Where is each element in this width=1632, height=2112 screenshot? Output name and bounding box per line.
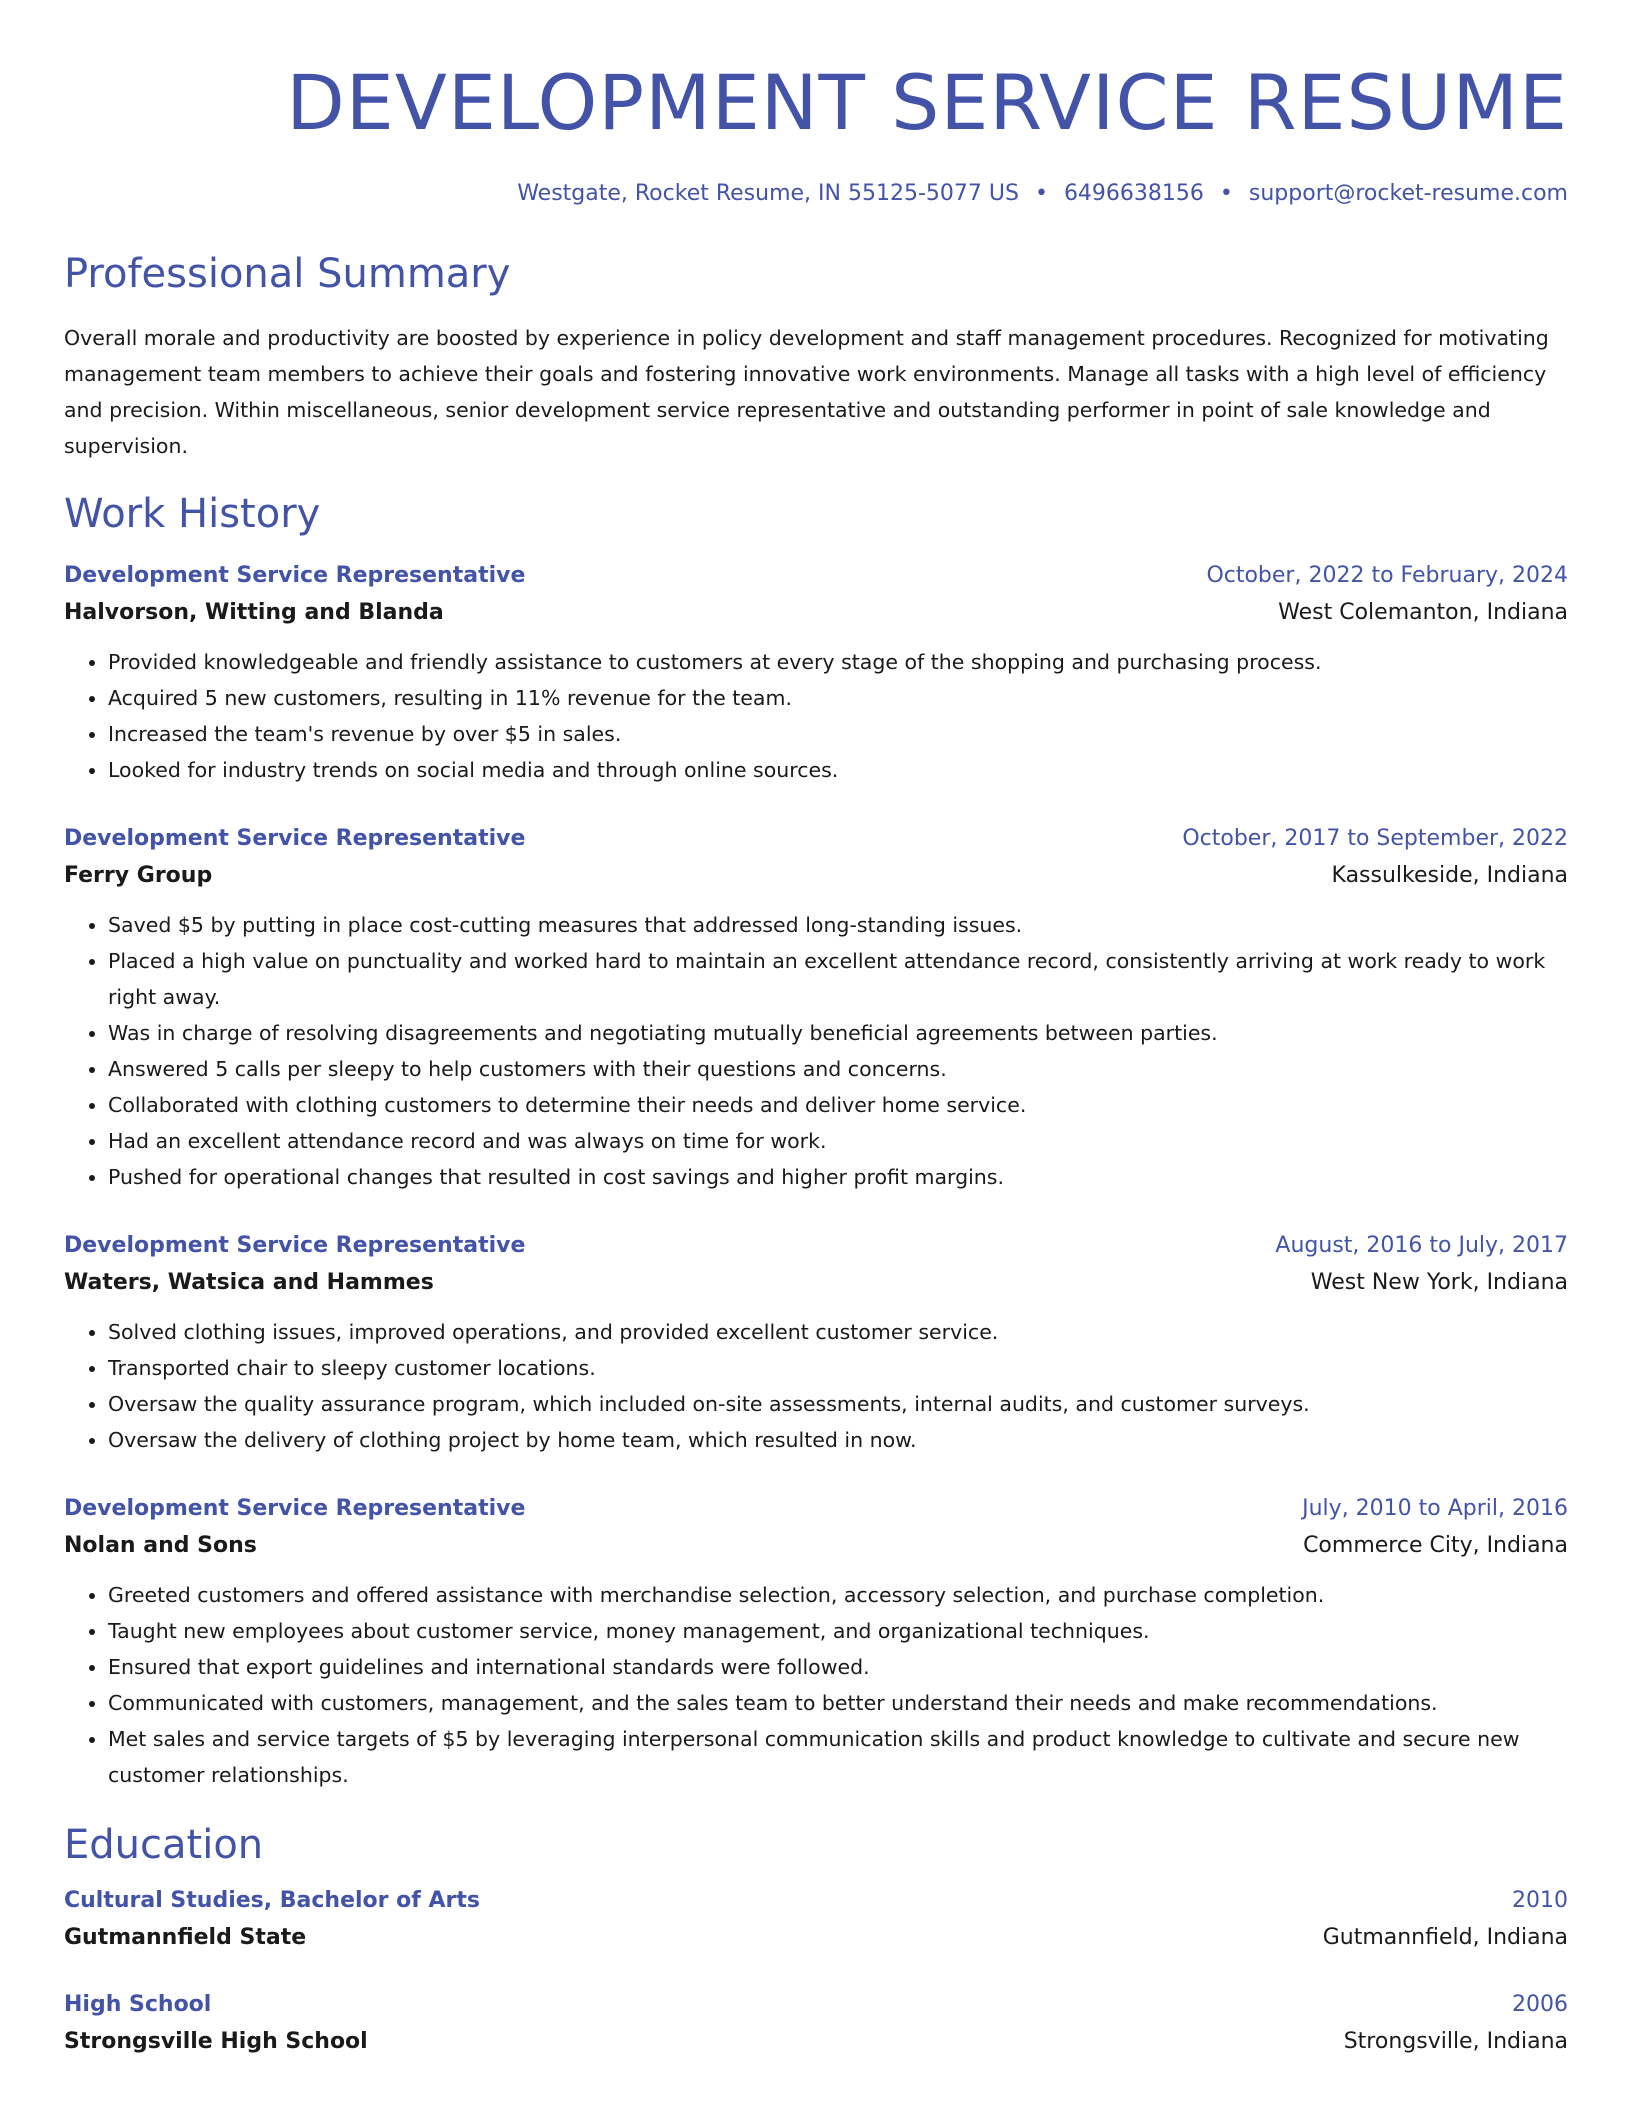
job-company-row — [64, 1264, 1568, 1302]
job-bullets — [64, 644, 1568, 788]
job-bullet: • Solved clothing issues, improved operations, and provided excellent customer service. — [108, 1314, 1568, 1350]
job-bullet: • Saved $5 by putting in place cost-cutting measures that addressed long-standing issues. — [108, 907, 1568, 943]
summary-text: Overall morale and productivity are boosted by experience in policy development and staff management procedures. Recognized for motivating management team members to achieve their goals and fostering innovative work environments. Manage all tasks with a high level of efficiency and precision. Within miscellaneous, senior development service representative and outstanding performer in point of sale knowledge and supervision. — [64, 326, 1549, 458]
job-entry — [64, 821, 1568, 1195]
job-bullet: • Placed a high value on punctuality and worked hard to maintain an excellent attendance record, consistently arriving at work ready to work right away. — [108, 943, 1568, 1015]
job-bullets — [64, 1577, 1568, 1793]
job-company: Ferry Group — [64, 863, 213, 888]
education-school-row — [64, 2023, 1568, 2061]
job-bullet: • Taught new employees about customer service, money management, and organizational techniques. — [108, 1613, 1568, 1649]
job-entry — [64, 1491, 1568, 1793]
education-location: Gutmannfield, Indiana — [1322, 1925, 1568, 1950]
job-bullet: • Transported chair to sleepy customer locations. — [108, 1350, 1568, 1386]
education-school-row — [64, 1919, 1568, 1957]
contact-separator: • — [1034, 181, 1048, 206]
education-list — [64, 1883, 1568, 2061]
job-company: Nolan and Sons — [64, 1533, 257, 1558]
job-bullet: • Communicated with customers, management, and the sales team to better understand their needs and make recommendations. — [108, 1685, 1568, 1721]
job-bullet: • Provided knowledgeable and friendly assistance to customers at every stage of the shopping and purchasing process. — [108, 644, 1568, 680]
job-header-row — [64, 821, 1568, 857]
job-bullet: • Acquired 5 new customers, resulting in 11% revenue for the team. — [108, 680, 1568, 716]
job-company: Waters, Watsica and Hammes — [64, 1270, 434, 1295]
job-title: Development Service Representative — [64, 826, 526, 851]
job-entry — [64, 558, 1568, 788]
job-bullet: • Answered 5 calls per sleepy to help customers with their questions and concerns. — [108, 1051, 1568, 1087]
job-bullet: • Was in charge of resolving disagreements and negotiating mutually beneficial agreements between parties. — [108, 1015, 1568, 1051]
job-dates: July, 2010 to April, 2016 — [1302, 1496, 1568, 1521]
job-header-row — [64, 1228, 1568, 1264]
job-bullet: • Ensured that export guidelines and international standards were followed. — [108, 1649, 1568, 1685]
job-bullets — [64, 1314, 1568, 1458]
resume-name: DEVELOPMENT SERVICE RESUME — [286, 58, 1568, 147]
job-dates: August, 2016 to July, 2017 — [1275, 1233, 1568, 1258]
summary-heading: Professional Summary — [64, 251, 511, 297]
job-company: Halvorson, Witting and Blanda — [64, 600, 444, 625]
education-heading: Education — [64, 1822, 264, 1868]
job-bullet: • Had an excellent attendance record and was always on time for work. — [108, 1123, 1568, 1159]
resume-header — [64, 58, 1568, 208]
contact-address: Westgate, Rocket Resume, IN 55125-5077 US — [517, 181, 1019, 206]
contact-line — [64, 180, 1568, 208]
job-entry — [64, 1228, 1568, 1458]
education-entry — [64, 1883, 1568, 1957]
education-school: Gutmannfield State — [64, 1925, 307, 1950]
job-company-row — [64, 857, 1568, 895]
education-degree: Cultural Studies, Bachelor of Arts — [64, 1888, 481, 1913]
job-company-row — [64, 594, 1568, 632]
job-location: West Colemanton, Indiana — [1278, 600, 1568, 625]
contact-phone: 6496638156 — [1063, 181, 1204, 206]
work-history-heading: Work History — [64, 491, 321, 537]
job-dates: October, 2017 to September, 2022 — [1182, 826, 1568, 851]
job-dates: October, 2022 to February, 2024 — [1206, 563, 1568, 588]
job-header-row — [64, 558, 1568, 594]
education-entry — [64, 1987, 1568, 2061]
contact-email: support@rocket-resume.com — [1248, 181, 1568, 206]
education-school: Strongsville High School — [64, 2029, 368, 2054]
education-degree: High School — [64, 1992, 212, 2017]
work-history-list — [64, 558, 1568, 1793]
job-bullet: • Greeted customers and offered assistance with merchandise selection, accessory selection, and purchase completion. — [108, 1577, 1568, 1613]
education-year: 2010 — [1512, 1888, 1568, 1913]
job-title: Development Service Representative — [64, 563, 526, 588]
job-bullet: • Oversaw the delivery of clothing project by home team, which resulted in now. — [108, 1422, 1568, 1458]
job-location: Kassulkeside, Indiana — [1331, 863, 1568, 888]
job-bullet: • Increased the team's revenue by over $5 in sales. — [108, 716, 1568, 752]
job-title: Development Service Representative — [64, 1496, 526, 1521]
job-header-row — [64, 1491, 1568, 1527]
job-bullet: • Looked for industry trends on social media and through online sources. — [108, 752, 1568, 788]
job-bullets — [64, 907, 1568, 1195]
contact-separator: • — [1219, 181, 1233, 206]
education-header-row — [64, 1987, 1568, 2023]
job-title: Development Service Representative — [64, 1233, 526, 1258]
education-header-row — [64, 1883, 1568, 1919]
job-location: West New York, Indiana — [1310, 1270, 1568, 1295]
job-bullet: • Collaborated with clothing customers to determine their needs and deliver home service. — [108, 1087, 1568, 1123]
job-bullet: • Oversaw the quality assurance program, which included on-site assessments, internal audits, and customer surveys. — [108, 1386, 1568, 1422]
job-bullet: • Pushed for operational changes that resulted in cost savings and higher profit margins. — [108, 1159, 1568, 1195]
job-location: Commerce City, Indiana — [1303, 1533, 1568, 1558]
education-location: Strongsville, Indiana — [1343, 2029, 1568, 2054]
job-bullet: • Met sales and service targets of $5 by leveraging interpersonal communication skills and product knowledge to cultivate and secure new customer relationships. — [108, 1721, 1568, 1793]
job-company-row — [64, 1527, 1568, 1565]
education-year: 2006 — [1512, 1992, 1568, 2017]
